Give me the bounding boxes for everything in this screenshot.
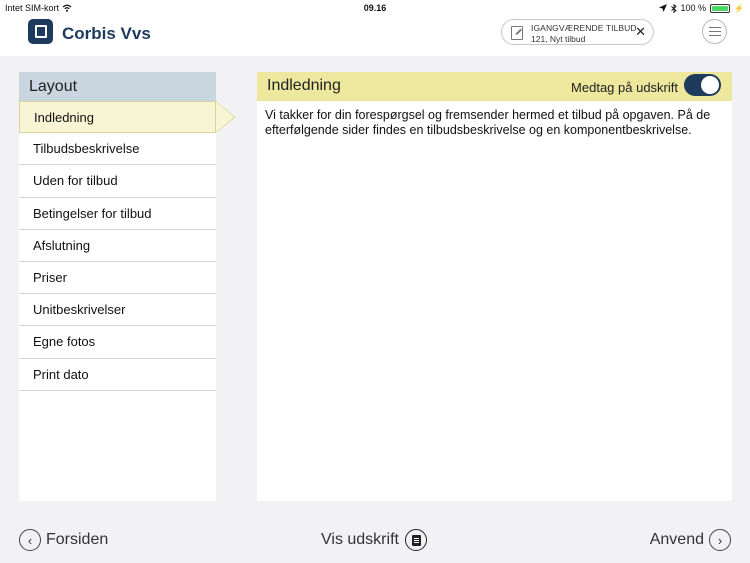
edit-document-icon — [511, 26, 523, 40]
sidebar-item-betingelser[interactable] — [19, 198, 216, 230]
hamburger-icon — [709, 27, 721, 28]
status-bar — [0, 0, 750, 16]
sidebar-item-label: Egne fotos — [33, 334, 96, 350]
sidebar-item-uden-for-tilbud[interactable] — [19, 165, 216, 197]
location-arrow-icon — [659, 4, 667, 12]
section-editor — [257, 72, 732, 501]
chevron-right-circle-icon: › — [709, 529, 731, 551]
document-icon — [405, 529, 427, 551]
battery-percent: 100 % — [680, 3, 707, 13]
offer-name-label: 121, Nyt tilbud — [531, 34, 586, 44]
section-header — [257, 72, 732, 101]
offer-status-label: IGANGVÆRENDE TILBUD — [531, 23, 637, 33]
sidebar-item-egne-fotos[interactable] — [19, 326, 216, 358]
app-title: Corbis Vvs — [62, 24, 151, 43]
sidebar-item-label: Priser — [33, 270, 67, 286]
carrier-label: Intet SIM-kort — [5, 3, 60, 13]
sidebar-item-tilbudsbeskrivelse[interactable] — [19, 133, 216, 165]
section-body-text[interactable]: Vi takker for din forespørgsel og fremsender hermed et tilbud på opgaven. På de efterfølgende sider findes en tilbudsbeskrivelse og en komponentbeskrivelse. — [265, 108, 711, 137]
sidebar-item-print-dato[interactable] — [19, 359, 216, 391]
back-label: Forsiden — [46, 531, 109, 548]
show-print-button[interactable] — [321, 529, 427, 551]
sidebar-item-label: Afslutning — [33, 237, 91, 253]
sidebar-item-label: Indledning — [34, 109, 94, 125]
sidebar-item-priser[interactable] — [19, 262, 216, 294]
sidebar-item-label: Tilbudsbeskrivelse — [33, 141, 140, 157]
active-item-pointer-fill — [216, 102, 234, 132]
layout-sidebar — [19, 72, 216, 501]
apply-label: Anvend — [649, 531, 704, 548]
menu-button[interactable] — [702, 19, 727, 44]
chevron-left-circle-icon: ‹ — [19, 529, 41, 551]
bluetooth-icon — [671, 4, 677, 13]
close-icon[interactable]: ✕ — [635, 24, 646, 39]
current-offer-chip[interactable] — [501, 19, 654, 45]
bottom-toolbar — [0, 520, 750, 560]
sidebar-item-unitbeskrivelser[interactable] — [19, 294, 216, 326]
print-label: Vis udskrift — [321, 531, 399, 548]
section-title: Indledning — [267, 77, 341, 94]
sidebar-title: Layout — [19, 72, 216, 101]
battery-icon — [710, 4, 730, 13]
sidebar-item-label: Print dato — [33, 366, 89, 382]
sidebar-item-label: Unitbeskrivelser — [33, 302, 126, 318]
sidebar-item-label: Betingelser for tilbud — [33, 205, 152, 221]
include-in-print-toggle[interactable] — [684, 74, 721, 96]
sidebar-item-label: Uden for tilbud — [33, 173, 118, 189]
sidebar-item-indledning[interactable] — [19, 101, 216, 133]
app-logo-icon — [28, 19, 53, 44]
toggle-knob — [701, 76, 719, 94]
app-header — [0, 16, 750, 56]
sidebar-item-afslutning[interactable] — [19, 230, 216, 262]
back-to-home-button[interactable] — [19, 529, 108, 551]
apply-button[interactable] — [650, 529, 731, 551]
charging-icon: ⚡ — [734, 3, 744, 13]
include-in-print-label: Medtag på udskrift — [571, 80, 678, 95]
clock: 09.16 — [363, 3, 387, 13]
